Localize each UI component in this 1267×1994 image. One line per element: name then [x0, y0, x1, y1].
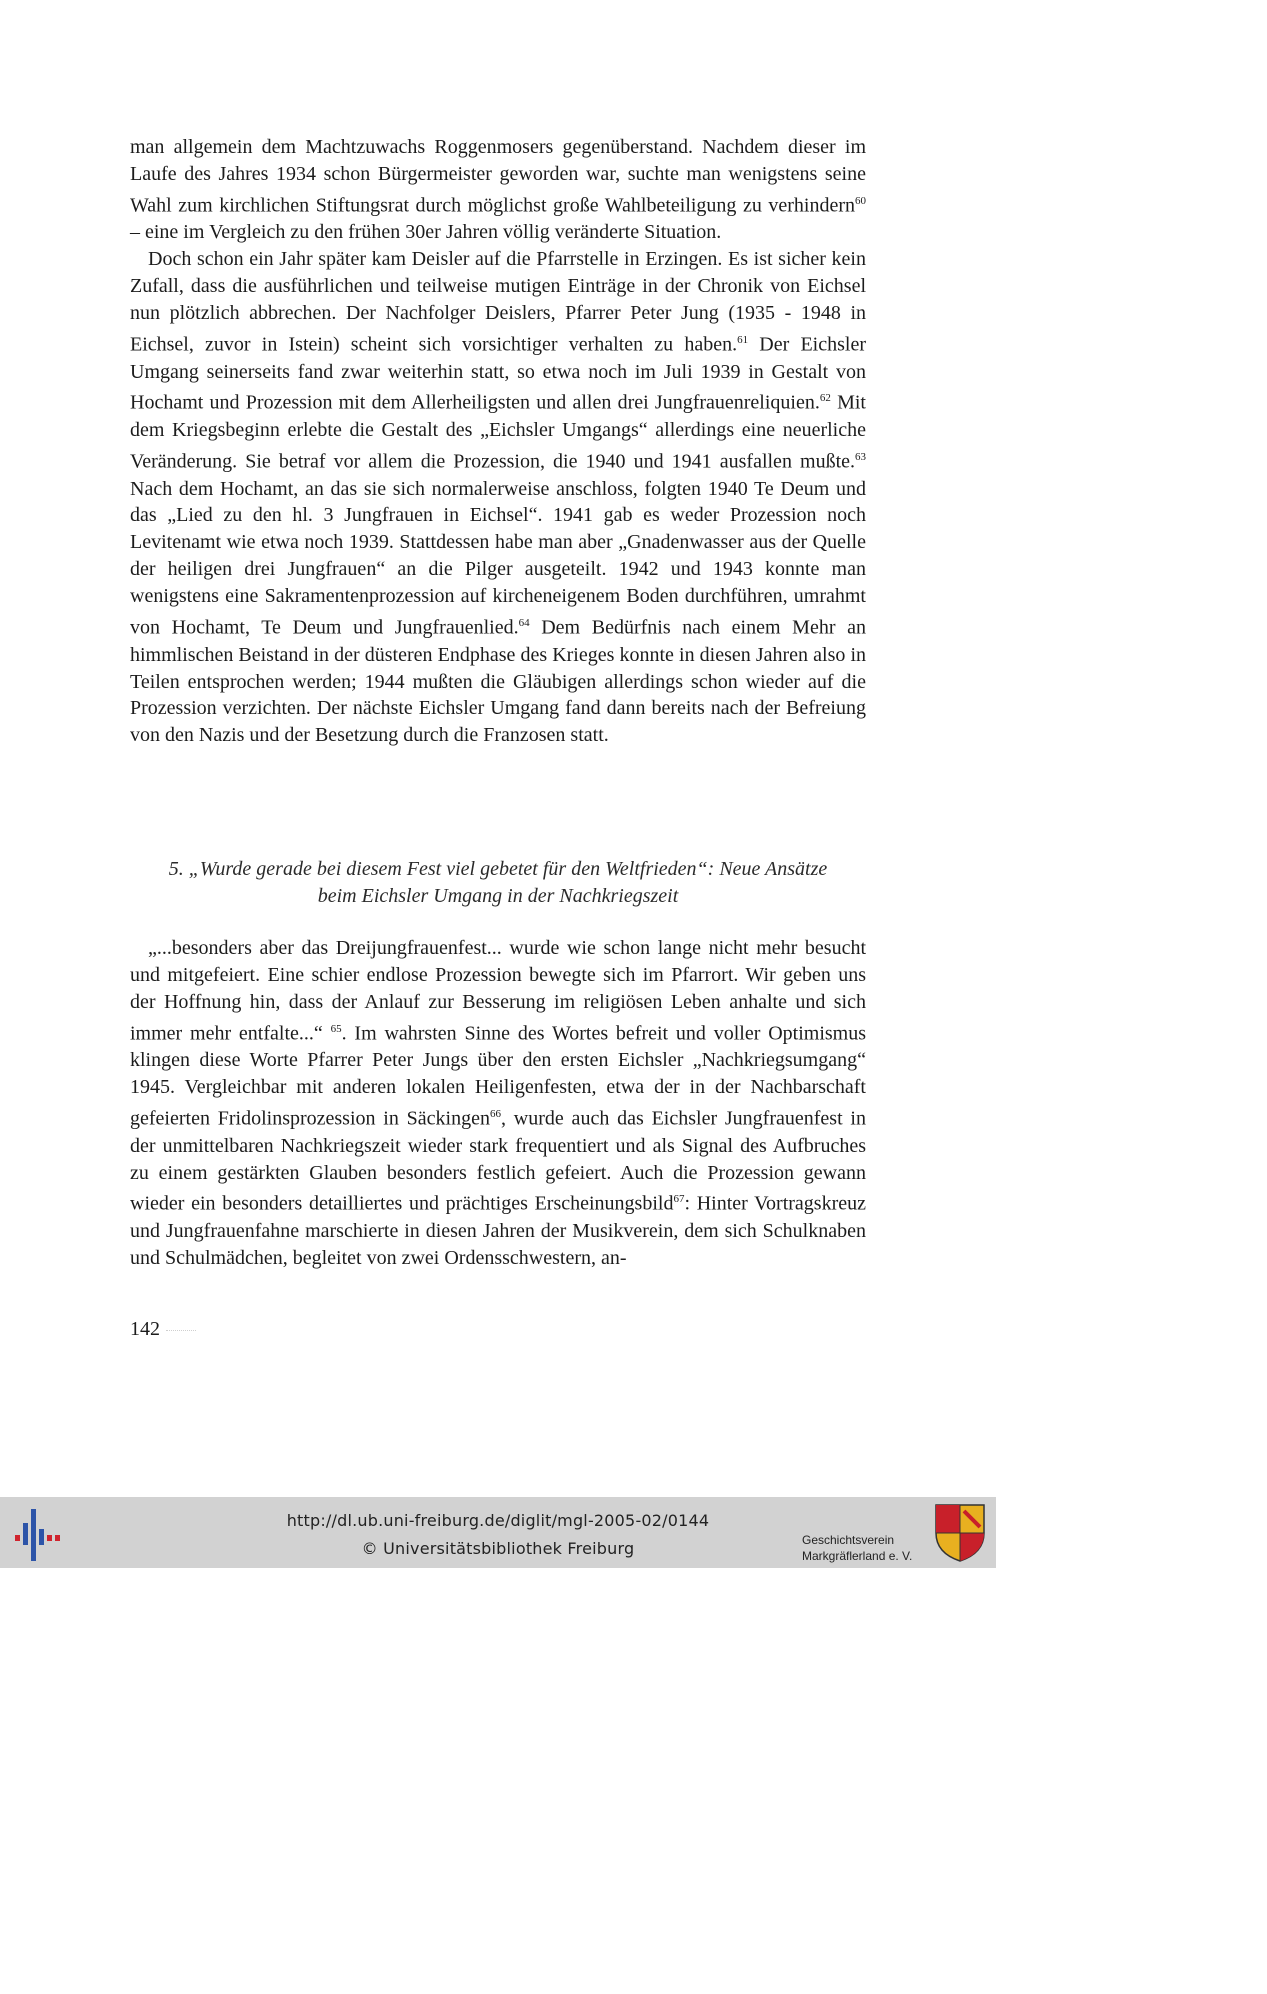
- footnote-ref: 65: [330, 1022, 342, 1035]
- footnote-ref: 60: [855, 194, 866, 207]
- page-number: [130, 1318, 196, 1341]
- paragraph-text: man allgemein dem Machtzuwachs Roggenmosers gegenüberstand. Nachdem dieser im Laufe des Jahres 1934 schon Bürgermeister geworden war, suchte man wenigstens seine Wahl zum kirchlichen Stiftungsrat durch möglichst große Wahlbeteiligung zu verhindern: [130, 136, 866, 217]
- page-number-leader: [166, 1329, 196, 1331]
- society-name-line: Markgräflerland e. V.: [802, 1549, 913, 1563]
- section-heading: [130, 856, 866, 910]
- footnote-ref: 63: [855, 450, 866, 463]
- footnote-ref: 67: [673, 1193, 685, 1206]
- society-name-line: Geschichtsverein: [802, 1533, 895, 1547]
- section-heading-line: beim Eichsler Umgang in der Nachkriegszeit: [317, 885, 679, 907]
- footnote-ref: 62: [819, 392, 831, 405]
- paragraph-text: . Im wahrsten Sinne des Wortes befreit und voller Optimismus klingen diese Worte Pfarrer Peter Jungs über den ersten Eichsler „Nachkriegsumgang“ 1945. Vergleichbar mit anderen lokalen Heiligenfesten, etwa der in der Nachbarschaft gefeierten Fridolinsprozession in Säckingen: [130, 1022, 866, 1130]
- society-name: [802, 1532, 912, 1564]
- footnote-ref: 61: [737, 334, 749, 346]
- paragraph: [130, 246, 866, 749]
- section-heading-line: 5. „Wurde gerade bei diesem Fest viel gebetet für den Weltfrieden“: Neue Ansätze: [168, 858, 828, 880]
- paragraph-text: : Hinter Vortragskreuz und Jungfrauenfahne marschierte in diesen Jahren der Musikverein, dem sich Schulknaben und Schulmädchen, begleitet von zwei Ordensschwestern, an-: [130, 1193, 866, 1269]
- copyright-text: © Universitätsbibliothek Freiburg: [361, 1539, 635, 1558]
- main-text-part2: [130, 935, 866, 1272]
- paragraph: [130, 935, 866, 1272]
- page-number-text: 142: [130, 1318, 160, 1340]
- paragraph-text: „...besonders aber das Dreijungfrauenfest... wurde wie schon lange nicht mehr besucht und mitgefeiert. Eine schier endlose Prozession bewegte sich im Pfarrort. Wir geben uns der Hoffnung hin, dass der Anlauf zur Besserung im religiösen Leben anhalte und sich immer mehr entfalte...“: [130, 937, 866, 1045]
- paragraph-text: Der Eichsler Umgang seinerseits fand zwar weiterhin statt, so etwa noch im Juli 1939 in Gestalt von Hochamt und Prozession mit dem Allerheiligsten und allen drei Jungfrauenreliquien.: [130, 333, 866, 415]
- paragraph-text: Nach dem Hochamt, an das sie sich normalerweise anschloss, folgten 1940 Te Deum und das „Lied zu den hl. 3 Jungfrauen in Eichsel“. 1941 gab es weder Prozession noch Levitenamt wie etwa noch 1939. Stattdessen habe man aber „Gnadenwasser aus der Quelle der heiligen drei Jungfrauen“ an die Pilger ausgeteilt. 1942 und 1943 konnte man wenigstens eine Sakramentenprozession auf kircheneigenem Boden durchführen, umrahmt von Hochamt, Te Deum und Jungfrauenlied.: [130, 477, 866, 639]
- paragraph-text: Doch schon ein Jahr später kam Deisler auf die Pfarrstelle in Erzingen. Es ist sicher kein Zufall, dass die ausführlichen und teilweise mutigen Einträge in der Chronik von Eichsel nun plötzlich abbrechen. Der Nachfolger Deislers, Pfarrer Peter Jung (1935 - 1948 in Eichsel, zuvor in Istein) scheint sich vorsichtiger verhalten zu haben.: [130, 248, 866, 356]
- footnote-ref: 66: [489, 1108, 501, 1121]
- paragraph-text: – eine im Vergleich zu den frühen 30er Jahren völlig veränderte Situation.: [130, 221, 722, 244]
- coat-of-arms-icon: [934, 1503, 986, 1563]
- paragraph-text: , wurde auch das Eichsler Jungfrauenfest in der unmittelbaren Nachkriegszeit wieder stark frequentiert und als Signal des Aufbruches zu einem gestärkten Glauben besonders festlich gefeiert. Auch die Prozession gewann wieder ein besonders detailliertes und prächtiges Erscheinungsbild: [130, 1107, 866, 1216]
- footer-bar: [0, 1497, 996, 1568]
- main-text-part1: [130, 134, 866, 749]
- paragraph: [130, 134, 866, 246]
- paragraph-text: Mit dem Kriegsbeginn erlebte die Gestalt des „Eichsler Umgangs“ allerdings eine neuerliche Veränderung. Sie betraf vor allem die Prozession, die 1940 und 1941 ausfallen mußte.: [130, 392, 866, 473]
- document-url[interactable]: http://dl.ub.uni-freiburg.de/diglit/mgl-2005-02/0144: [286, 1511, 710, 1530]
- paragraph-text: Dem Bedürfnis nach einem Mehr an himmlischen Beistand in der düsteren Endphase des Krieges konnte in diesen Jahren also in Teilen entsprochen werden; 1944 mußten die Gläubigen allerdings schon wieder auf die Prozession verzichten. Der nächste Eichsler Umgang fand dann bereits nach der Befreiung von den Nazis und der Besetzung durch die Franzosen statt.: [130, 616, 866, 747]
- footnote-ref: 64: [518, 617, 530, 630]
